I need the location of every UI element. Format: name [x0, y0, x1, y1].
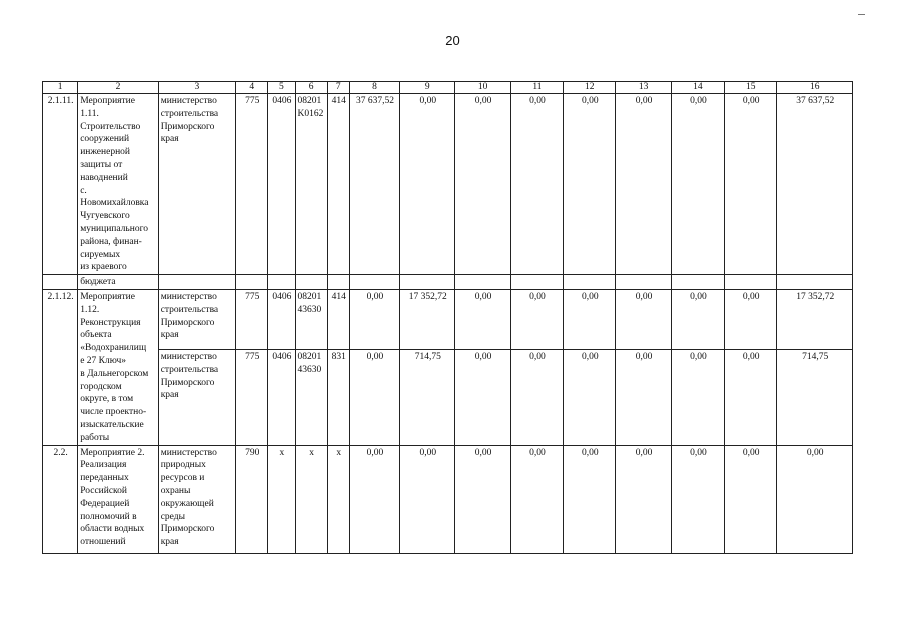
value-10: 0,00 [455, 94, 510, 275]
empty-cell [510, 275, 563, 290]
value-12: 0,00 [564, 94, 616, 275]
empty-cell [349, 275, 399, 290]
value-14: 0,00 [671, 350, 724, 445]
expense-type-code: 414 [327, 94, 349, 275]
value-16: 714,75 [777, 350, 853, 445]
empty-cell [671, 275, 724, 290]
value-8: 37 637,52 [349, 94, 399, 275]
target-article-code: х [295, 445, 327, 553]
expense-type-code: х [327, 445, 349, 553]
empty-cell [455, 275, 510, 290]
organization: министерство природных ресурсов и охраны окружающей среды Приморского края [158, 445, 235, 553]
expense-type-code: 831 [327, 350, 349, 445]
grbs-code: 775 [236, 350, 268, 445]
value-10: 0,00 [455, 289, 510, 349]
value-12: 0,00 [564, 350, 616, 445]
value-9: 714,75 [400, 350, 455, 445]
table-row [43, 275, 853, 290]
value-8: 0,00 [349, 289, 399, 349]
header-cell: 12 [564, 82, 616, 94]
empty-cell [725, 275, 777, 290]
grbs-code: 775 [236, 289, 268, 349]
empty-cell [616, 275, 671, 290]
event-name: Мероприятие 1.12. Реконструкция объекта «Водохранилищ е 27 Ключ» в Дальнегорском городском округе, в том числе проектно- изыскательские работы [78, 289, 158, 445]
value-13: 0,00 [616, 94, 671, 275]
value-13: 0,00 [616, 445, 671, 553]
table-row [43, 94, 853, 275]
header-cell: 6 [295, 82, 327, 94]
value-10: 0,00 [455, 445, 510, 553]
page-number: 20 [445, 33, 460, 48]
target-article-code: 08201 43630 [295, 289, 327, 349]
value-8: 0,00 [349, 350, 399, 445]
value-13: 0,00 [616, 289, 671, 349]
table-row [43, 289, 853, 349]
value-16: 37 637,52 [777, 94, 853, 275]
empty-cell [236, 275, 268, 290]
row-number: 2.2. [43, 445, 78, 553]
header-cell: 5 [268, 82, 295, 94]
value-9: 17 352,72 [400, 289, 455, 349]
header-cell: 15 [725, 82, 777, 94]
value-11: 0,00 [510, 350, 563, 445]
table-row [43, 445, 853, 553]
value-12: 0,00 [564, 445, 616, 553]
organization: министерство строительства Приморского края [158, 94, 235, 275]
value-16: 17 352,72 [777, 289, 853, 349]
empty-cell [327, 275, 349, 290]
header-cell: 7 [327, 82, 349, 94]
header-row [43, 82, 853, 94]
section-code: 0406 [268, 94, 295, 275]
value-11: 0,00 [510, 445, 563, 553]
value-9: 0,00 [400, 94, 455, 275]
corner-mark [858, 14, 865, 15]
header-cell: 13 [616, 82, 671, 94]
empty-cell [158, 275, 235, 290]
expense-type-code: 414 [327, 289, 349, 349]
target-article-code: 08201 K0162 [295, 94, 327, 275]
value-15: 0,00 [725, 350, 777, 445]
value-10: 0,00 [455, 350, 510, 445]
organization: министерство строительства Приморского края [158, 289, 235, 349]
value-11: 0,00 [510, 94, 563, 275]
value-15: 0,00 [725, 445, 777, 553]
event-name: Мероприятие 2. Реализация переданных Российской Федерацией полномочий в области водных отношений [78, 445, 158, 553]
header-cell: 9 [400, 82, 455, 94]
value-11: 0,00 [510, 289, 563, 349]
value-14: 0,00 [671, 94, 724, 275]
section-code: 0406 [268, 289, 295, 349]
empty-cell [400, 275, 455, 290]
organization: министерство строительства Приморского края [158, 350, 235, 445]
grbs-code: 775 [236, 94, 268, 275]
header-cell: 16 [777, 82, 853, 94]
row-number: 2.1.12. [43, 289, 78, 445]
value-14: 0,00 [671, 445, 724, 553]
header-cell: 4 [236, 82, 268, 94]
empty-cell [564, 275, 616, 290]
budget-table [42, 81, 853, 554]
header-cell: 8 [349, 82, 399, 94]
empty-cell [43, 275, 78, 290]
event-name-continued: бюджета [78, 275, 158, 290]
event-name: Мероприятие 1.11. Строительство сооружений инженерной защиты от наводнений с. Новомихайловка Чугуевского муниципального района, финан- сируемых из краевого [78, 94, 158, 275]
value-9: 0,00 [400, 445, 455, 553]
section-code: 0406 [268, 350, 295, 445]
value-14: 0,00 [671, 289, 724, 349]
header-cell: 10 [455, 82, 510, 94]
value-15: 0,00 [725, 289, 777, 349]
table-row [43, 350, 853, 445]
header-cell: 14 [671, 82, 724, 94]
empty-cell [295, 275, 327, 290]
header-cell: 2 [78, 82, 158, 94]
grbs-code: 790 [236, 445, 268, 553]
value-8: 0,00 [349, 445, 399, 553]
empty-cell [268, 275, 295, 290]
value-16: 0,00 [777, 445, 853, 553]
header-cell: 1 [43, 82, 78, 94]
row-number: 2.1.11. [43, 94, 78, 275]
value-13: 0,00 [616, 350, 671, 445]
empty-cell [777, 275, 853, 290]
target-article-code: 08201 43630 [295, 350, 327, 445]
value-15: 0,00 [725, 94, 777, 275]
header-cell: 11 [510, 82, 563, 94]
value-12: 0,00 [564, 289, 616, 349]
section-code: х [268, 445, 295, 553]
header-cell: 3 [158, 82, 235, 94]
